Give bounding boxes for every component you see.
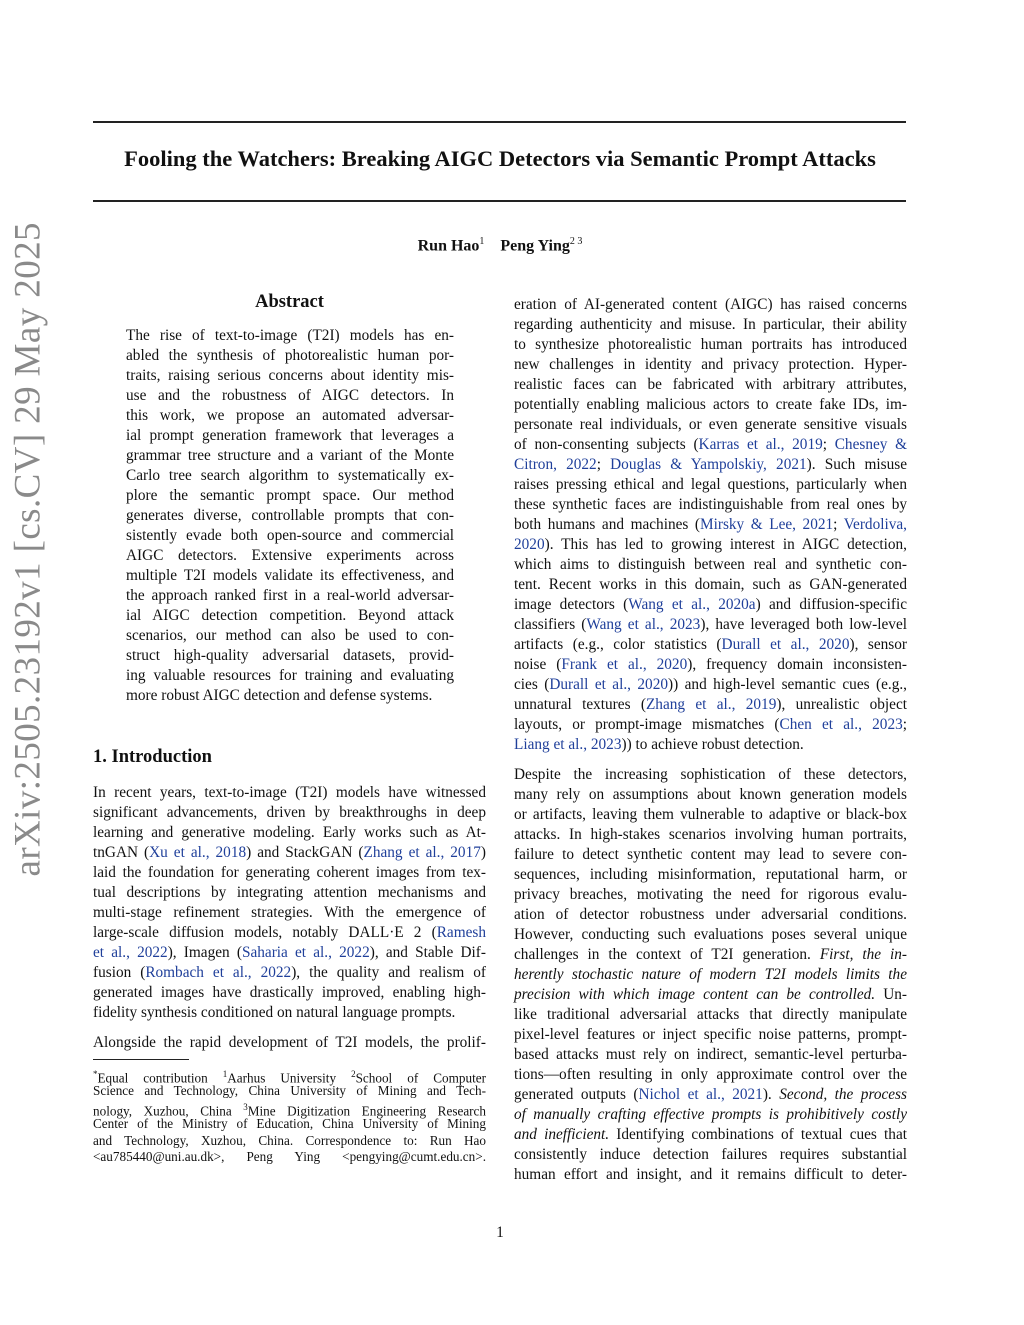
text-line: [93, 823, 486, 843]
citation-link[interactable]: Verdoliva,: [843, 516, 907, 533]
text-line: [93, 1099, 487, 1119]
right-column-paragraph-1: [514, 295, 907, 755]
citation-link[interactable]: Karras et al., 2019: [698, 436, 823, 453]
text-segment: grammar tree structure and a variant of the Monte: [126, 447, 454, 464]
text-segment: pixel-level features or inject specific noise patterns, prompt-: [514, 1026, 907, 1043]
text-line: [514, 715, 907, 735]
text-segment: image detectors (: [514, 596, 629, 613]
page-number: 1: [496, 1224, 504, 1241]
text-segment: multiple T2I models validate its effectiveness, and: [126, 567, 454, 584]
text-line: [514, 295, 907, 315]
text-segment: the approach ranked first in a real-world adversar-: [126, 587, 454, 604]
text-line: [93, 983, 486, 1003]
text-segment: like traditional adversarial attacks that directly manipulate: [514, 1006, 907, 1023]
text-segment: to synthesize photorealistic human portraits has introduced: [514, 336, 907, 353]
citation-link[interactable]: Rombach et al., 2022: [145, 964, 292, 981]
text-segment: fidelity synthesis conditioned on natural language prompts.: [93, 1004, 456, 1021]
text-line: [514, 785, 907, 805]
text-line: [93, 803, 486, 823]
text-segment: tual descriptions by integrating attention mechanisms and: [93, 884, 486, 901]
text-segment: <au785440@uni.au.dk>, Peng Ying <pengying@cumt.edu.cn>.: [93, 1149, 486, 1165]
superscript: 2: [351, 1069, 356, 1079]
text-line: [93, 863, 486, 883]
text-segment: tnGAN (: [93, 844, 150, 861]
text-line: [514, 475, 907, 495]
text-line: [514, 695, 907, 715]
text-line: [514, 925, 907, 945]
text-line: [514, 845, 907, 865]
text-line: [514, 595, 907, 615]
text-segment: ing valuable resources for training and evaluating: [126, 667, 454, 684]
text-line: [126, 446, 454, 466]
text-segment: ) and StackGAN (: [246, 844, 364, 861]
text-line: [126, 686, 454, 706]
text-line: [126, 646, 454, 666]
title-rule-top: [93, 121, 906, 123]
text-segment: ): [480, 844, 486, 861]
text-segment: realistic faces can be fabricated with arbitrary attributes,: [514, 376, 907, 393]
text-line: [126, 586, 454, 606]
citation-link[interactable]: Saharia et al., 2022: [241, 944, 370, 961]
text-segment: regarding authenticity and misuse. In particular, their ability: [514, 316, 907, 333]
text-segment: Un-: [875, 986, 907, 1003]
superscript: 1: [222, 1069, 228, 1079]
text-line: [93, 1116, 486, 1133]
text-segment: ;: [596, 456, 611, 473]
citation-link[interactable]: Chen et al., 2023: [779, 716, 903, 733]
text-segment: Mine Digitization Engineering Research: [247, 1103, 487, 1119]
text-line: [514, 675, 907, 695]
text-line: [514, 415, 907, 435]
text-segment: both humans and machines (: [514, 516, 700, 533]
text-line: [126, 366, 454, 386]
text-line: [93, 1083, 486, 1100]
text-segment: fusion (: [93, 964, 146, 981]
superscript: 3: [243, 1102, 248, 1113]
text-line: [126, 626, 454, 646]
citation-link[interactable]: Zhang et al., 2019: [645, 696, 777, 713]
text-line: [514, 1145, 907, 1165]
text-segment: use and the robustness of AIGC detectors. In: [126, 387, 454, 404]
text-segment: sistently evade both open-source and commercial: [126, 527, 454, 544]
text-line: [514, 395, 907, 415]
text-segment: potentially enabling malicious actors to create fake IDs, im-: [514, 396, 907, 413]
text-segment: However, conducting such evaluations poses several unique: [514, 926, 907, 943]
text-segment: School of Computer: [355, 1070, 486, 1086]
text-segment: ) and diffusion-specific: [755, 596, 907, 613]
text-segment: struct high-quality adversarial datasets, provid-: [126, 647, 454, 664]
text-line: [93, 963, 486, 983]
citation-link[interactable]: Frank et al., 2020: [561, 656, 688, 673]
text-line: [514, 1125, 907, 1145]
italic-text: First, the in-: [819, 946, 908, 963]
arxiv-identifier: arXiv:2505.23192v1 [cs.CV] 29 May 2025: [7, 222, 49, 877]
text-line: [514, 635, 907, 655]
text-line: [126, 386, 454, 406]
text-segment: )) to achieve robust detection.: [621, 736, 804, 753]
section-heading-introduction: 1. Introduction: [93, 747, 212, 767]
text-segment: ), unrealistic object: [776, 696, 908, 713]
citation-link[interactable]: Wang et al., 2023: [586, 616, 701, 633]
text-segment: these synthetic faces are indistinguishable from real ones by: [514, 496, 907, 513]
text-segment: many rely on assumptions about known generation models: [514, 786, 907, 803]
text-line: [126, 426, 454, 446]
citation-link[interactable]: et al., 2022: [93, 944, 168, 961]
abstract-heading: Abstract: [255, 292, 324, 312]
text-segment: ). Such misuse: [806, 456, 907, 473]
citation-link[interactable]: Ramesh: [436, 924, 486, 941]
introduction-paragraph-1: [93, 783, 486, 1023]
italic-text: Second, the process: [779, 1086, 907, 1103]
text-line: [126, 526, 454, 546]
text-segment: layouts, or prompt-image mismatches (: [514, 716, 780, 733]
text-segment: ;: [833, 516, 844, 533]
italic-text: herently stochastic nature of modern T2I models limits the: [514, 966, 907, 983]
text-segment: sequences, including misinformation, reputational harm, or: [514, 866, 907, 883]
text-line: [514, 355, 907, 375]
text-line: [514, 765, 907, 785]
text-segment: tent. Recent works in this domain, such as GAN-generated: [514, 576, 907, 593]
text-line: [126, 326, 454, 346]
text-segment: which aims to distinguish between real and synthetic con-: [514, 556, 907, 573]
text-segment: ation of detector robustness under adversarial conditions.: [514, 906, 907, 923]
text-line: [514, 735, 907, 755]
text-segment: failure to detect synthetic content may lead to severe con-: [514, 846, 907, 863]
text-segment: noise (: [514, 656, 562, 673]
text-line: [514, 515, 907, 535]
text-line: [93, 1003, 486, 1023]
footnote: [93, 1066, 486, 1166]
text-segment: ial AIGC detection competition. Beyond attack: [126, 607, 454, 624]
text-segment: more robust AIGC detection and defense systems.: [126, 687, 433, 704]
text-segment: consistently induce detection failures requires substantial: [514, 1146, 907, 1163]
introduction-paragraph-2: [93, 1033, 486, 1053]
text-segment: generates diverse, controllable prompts that con-: [126, 507, 454, 524]
text-segment: eration of AI-generated content (AIGC) has raised concerns: [514, 296, 907, 313]
text-line: [93, 923, 486, 943]
text-line: [514, 965, 907, 985]
footnote-rule: [93, 1059, 189, 1060]
text-line: [514, 375, 907, 395]
author-affiliation: 2 3: [569, 236, 583, 247]
text-segment: generated outputs (: [514, 1086, 639, 1103]
text-line: [514, 615, 907, 635]
text-segment: Identifying combinations of textual cues that: [609, 1126, 907, 1143]
citation-link[interactable]: Mirsky & Lee, 2021: [700, 516, 834, 533]
citation-link[interactable]: Wang et al., 2020a: [628, 596, 756, 613]
superscript: *: [93, 1069, 98, 1079]
text-segment: personate real individuals, or even generate sensitive visuals: [514, 416, 907, 433]
text-line: [514, 885, 907, 905]
text-segment: Alongside the rapid development of T2I models, the prolif-: [93, 1034, 486, 1051]
text-segment: challenges in the context of T2I generation.: [514, 946, 820, 963]
text-segment: scenarios, our method can also be used to con-: [126, 627, 454, 644]
text-segment: ial prompt generation framework that leverages a: [126, 427, 454, 444]
text-line: [514, 825, 907, 845]
text-line: [93, 843, 486, 863]
text-segment: privacy breaches, motivating the need for rigorous evalu-: [514, 886, 907, 903]
text-segment: Carlo tree search algorithm to systematically ex-: [126, 467, 454, 484]
text-segment: based attacks must rely on indirect, semantic-level perturba-: [514, 1046, 907, 1063]
text-segment: The rise of text-to-image (T2I) models has en-: [126, 327, 454, 344]
text-line: [514, 335, 907, 355]
text-line: [514, 1045, 907, 1065]
text-segment: In recent years, text-to-image (T2I) models have witnessed: [93, 784, 486, 801]
italic-text: and inefficient.: [514, 1126, 610, 1143]
text-segment: artifacts (e.g., color statistics (: [514, 636, 722, 653]
text-line: [93, 1133, 486, 1150]
text-line: [126, 666, 454, 686]
text-line: [514, 555, 907, 575]
citation-link[interactable]: 2020: [514, 536, 545, 553]
text-segment: ), the quality and realism of: [291, 964, 486, 981]
text-segment: multi-stage refinement strategies. With the emergence of: [93, 904, 486, 921]
text-segment: plore the semantic prompt space. Our method: [126, 487, 454, 504]
text-line: [514, 315, 907, 335]
text-segment: laid the foundation for generating coherent images from tex-: [93, 864, 486, 881]
author-name: Peng Ying: [500, 237, 570, 255]
text-segment: Science and Technology, China University of Mining and Tech-: [93, 1082, 486, 1098]
text-line: [514, 1165, 907, 1185]
text-segment: Despite the increasing sophistication of these detectors,: [514, 766, 907, 783]
citation-link[interactable]: Liang et al., 2023: [514, 736, 622, 753]
citation-link[interactable]: Zhang et al., 2017: [363, 844, 481, 861]
text-line: [514, 1085, 907, 1105]
text-segment: cies (: [514, 676, 550, 693]
text-line: [126, 346, 454, 366]
text-segment: ;: [902, 716, 907, 733]
right-column-paragraph-2: [514, 765, 907, 1185]
paper-title: Fooling the Watchers: Breaking AIGC Detectors via Semantic Prompt Attacks: [124, 146, 876, 171]
text-segment: unnatural textures (: [514, 696, 646, 713]
text-line: [514, 805, 907, 825]
text-segment: Center of the Ministry of Education, China University of Mining: [93, 1116, 486, 1132]
text-segment: this work, we propose an automated adversar-: [126, 407, 454, 424]
author-list: [0, 236, 1000, 255]
text-segment: AIGC detectors. Extensive experiments across: [126, 547, 454, 564]
text-line: [126, 466, 454, 486]
citation-link[interactable]: Durall et al., 2020: [721, 636, 850, 653]
text-line: [126, 506, 454, 526]
text-line: [93, 1033, 486, 1053]
italic-text: precision with which image content can be controlled.: [514, 986, 876, 1003]
text-segment: ), and Stable Dif-: [369, 944, 486, 961]
text-line: [514, 1105, 907, 1125]
text-line: [93, 1149, 486, 1166]
author-affiliation: 1: [479, 236, 485, 247]
citation-link[interactable]: Chesney &: [834, 436, 908, 453]
text-line: [126, 406, 454, 426]
text-segment: ), Imagen (: [167, 944, 242, 961]
abstract-body: [126, 326, 454, 706]
text-segment: Equal contribution: [97, 1070, 223, 1086]
text-segment: significant advancements, driven by breakthroughs in deep: [93, 804, 486, 821]
title-rule-bottom: [93, 200, 906, 202]
text-segment: traits, raising serious concerns about identity mis-: [126, 367, 454, 384]
text-segment: ).: [762, 1086, 780, 1103]
text-segment: abled the synthesis of photorealistic human por-: [126, 347, 454, 364]
text-line: [514, 435, 907, 455]
text-line: [126, 546, 454, 566]
text-line: [514, 985, 907, 1005]
text-line: [93, 883, 486, 903]
text-line: [93, 1066, 486, 1086]
text-line: [514, 865, 907, 885]
text-line: [514, 535, 907, 555]
text-line: [93, 943, 486, 963]
text-segment: human effort and insight, and it remains difficult to deter-: [514, 1166, 907, 1183]
italic-text: of manually crafting effective prompts is prohibitively costly: [514, 1106, 907, 1123]
text-segment: ). This has led to growing interest in AIGC detection,: [544, 536, 907, 553]
text-line: [126, 566, 454, 586]
text-line: [514, 455, 907, 475]
text-line: [514, 655, 907, 675]
text-segment: and Technology, Xuzhou, China. Correspondence to: Run Hao: [93, 1132, 486, 1148]
text-segment: ), sensor: [849, 636, 907, 653]
text-line: [514, 1065, 907, 1085]
text-line: [514, 575, 907, 595]
text-line: [514, 495, 907, 515]
text-segment: ;: [822, 436, 835, 453]
text-line: [514, 1005, 907, 1025]
text-segment: )) and high-level semantic cues (e.g.,: [668, 676, 908, 693]
text-segment: classifiers (: [514, 616, 587, 633]
text-segment: of non-consenting subjects (: [514, 436, 699, 453]
text-segment: ), frequency domain inconsisten-: [687, 656, 907, 673]
text-segment: generated images have drastically improved, enabling high-: [93, 984, 486, 1001]
text-segment: tions—often resulting in only approximate control over the: [514, 1066, 907, 1083]
citation-link[interactable]: Nichol et al., 2021: [638, 1086, 763, 1103]
text-segment: new challenges in identity and privacy protection. Hyper-: [514, 356, 907, 373]
text-segment: learning and generative modeling. Early works such as At-: [93, 824, 486, 841]
text-line: [126, 486, 454, 506]
citation-link[interactable]: Citron, 2022: [514, 456, 597, 473]
citation-link[interactable]: Xu et al., 2018: [149, 844, 247, 861]
text-line: [93, 903, 486, 923]
text-segment: large-scale diffusion models, notably DALL·E 2 (: [93, 924, 437, 941]
citation-link[interactable]: Durall et al., 2020: [549, 676, 669, 693]
text-segment: or artifacts, leaving them vulnerable to adaptive or black-box: [514, 806, 907, 823]
text-segment: nology, Xuzhou, China: [93, 1103, 244, 1119]
text-line: [126, 606, 454, 626]
text-segment: raises pressing ethical and legal questions, particularly when: [514, 476, 907, 493]
text-line: [514, 945, 907, 965]
text-segment: Aarhus University: [227, 1070, 352, 1086]
citation-link[interactable]: Douglas & Yampolskiy, 2021: [610, 456, 807, 473]
text-segment: ), have leveraged both low-level: [700, 616, 907, 633]
text-line: [514, 905, 907, 925]
text-line: [93, 783, 486, 803]
text-segment: attacks. In high-stakes scenarios involving human portraits,: [514, 826, 907, 843]
author-name: Run Hao: [417, 237, 480, 255]
text-line: [514, 1025, 907, 1045]
